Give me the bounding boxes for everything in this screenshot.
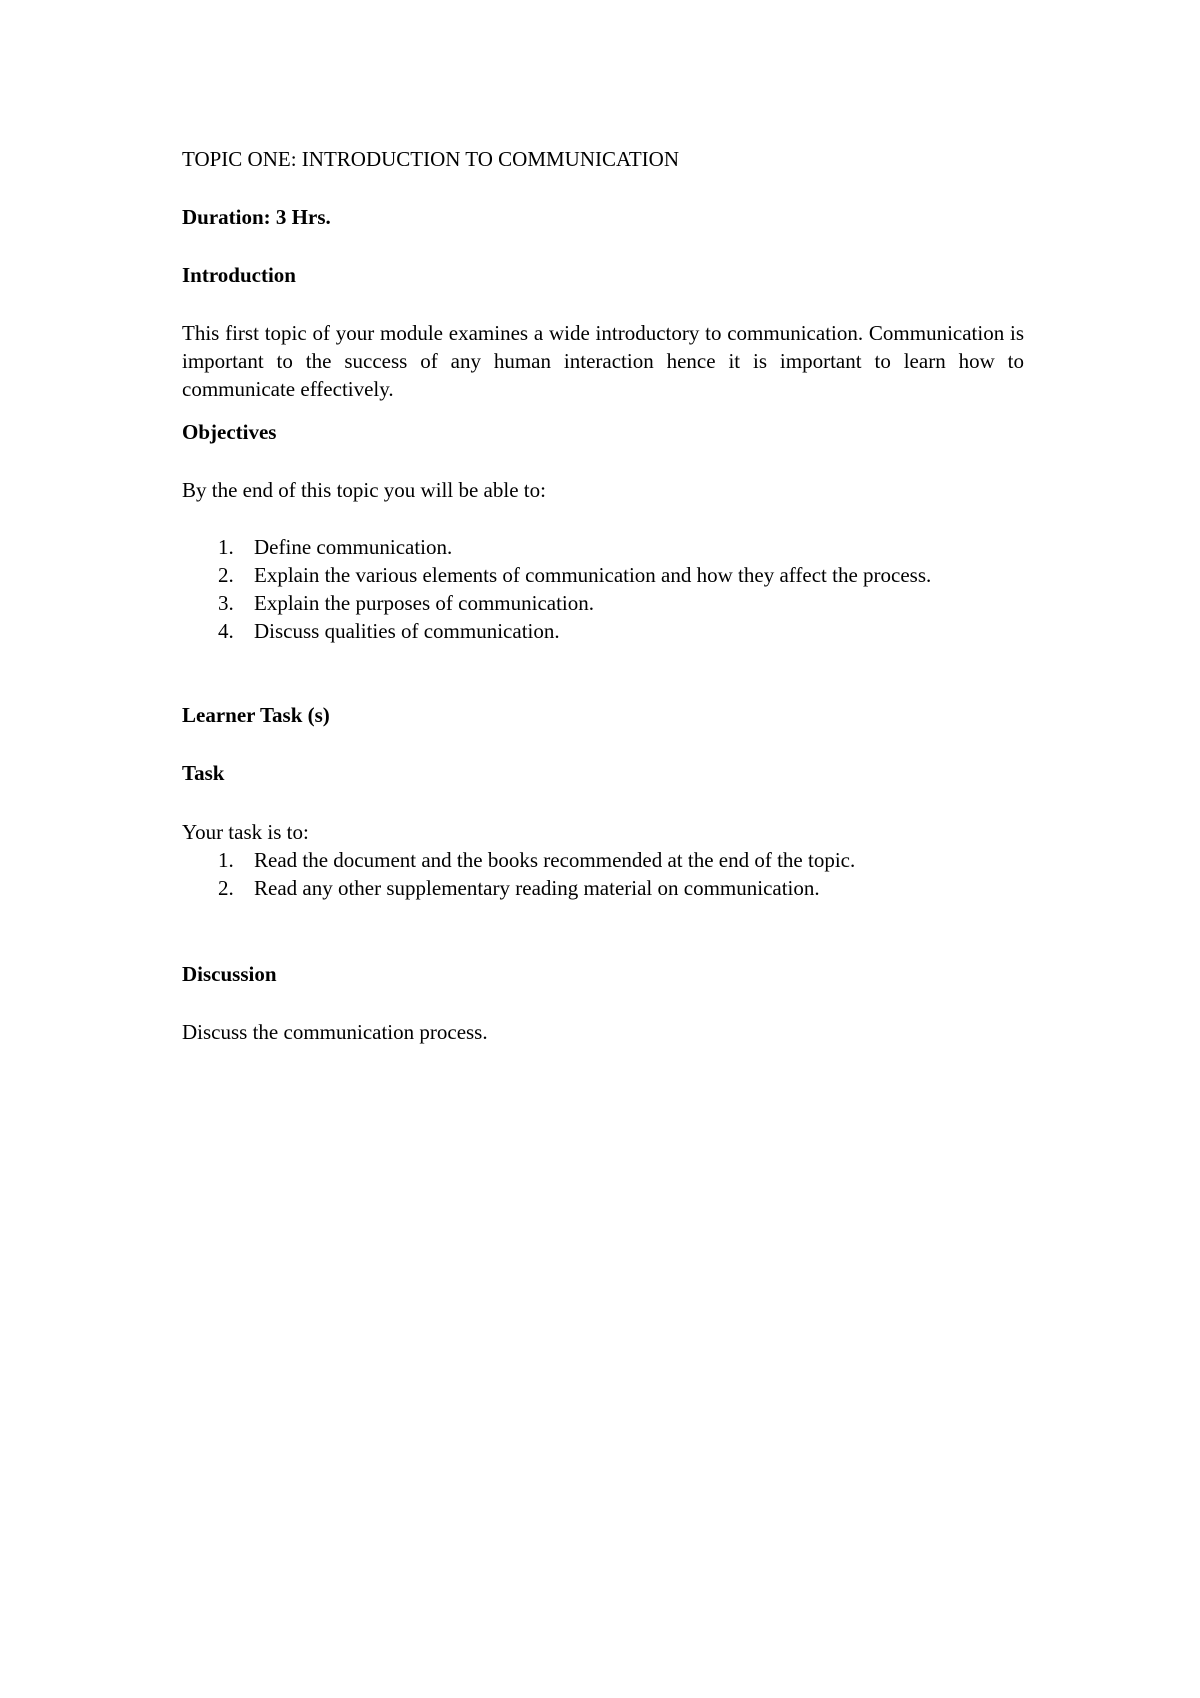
task-heading: Task [182,761,225,785]
list-item-number: 1. [218,848,234,872]
topic-title: TOPIC ONE: INTRODUCTION TO COMMUNICATION [182,147,680,171]
list-item-number: 1. [218,535,234,559]
list-item-text: Read the document and the books recommended at the end of the topic. [254,848,856,872]
introduction-paragraph: This first topic of your module examines a wide introductory to communication. Communication is important to the success of any human interaction hence it is important to learn how to communicate effectively. [182,321,1024,401]
list-item-text: Discuss qualities of communication. [254,619,560,643]
list-item [182,561,982,589]
task-list [182,846,1024,902]
list-item [182,874,1024,902]
list-item-text: Explain the various elements of communication and how they affect the process. [254,563,932,587]
objectives-lead: By the end of this topic you will be able to: [182,478,546,502]
list-item [182,617,982,645]
objectives-heading: Objectives [182,420,277,444]
introduction-heading: Introduction [182,263,296,287]
list-item-text: Read any other supplementary reading material on communication. [254,876,820,900]
discussion-heading: Discussion [182,962,277,986]
list-item-number: 4. [218,619,234,643]
list-item [182,533,982,561]
list-item [182,589,982,617]
discussion-paragraph: Discuss the communication process. [182,1020,488,1044]
learner-tasks-heading: Learner Task (s) [182,703,330,727]
list-item [182,846,1024,874]
task-lead: Your task is to: [182,820,309,844]
duration-line: Duration: 3 Hrs. [182,205,331,229]
list-item-number: 3. [218,591,234,615]
list-item-text: Define communication. [254,535,453,559]
list-item-number: 2. [218,876,234,900]
list-item-text: Explain the purposes of communication. [254,591,595,615]
list-item-number: 2. [218,563,234,587]
objectives-list [182,533,982,645]
